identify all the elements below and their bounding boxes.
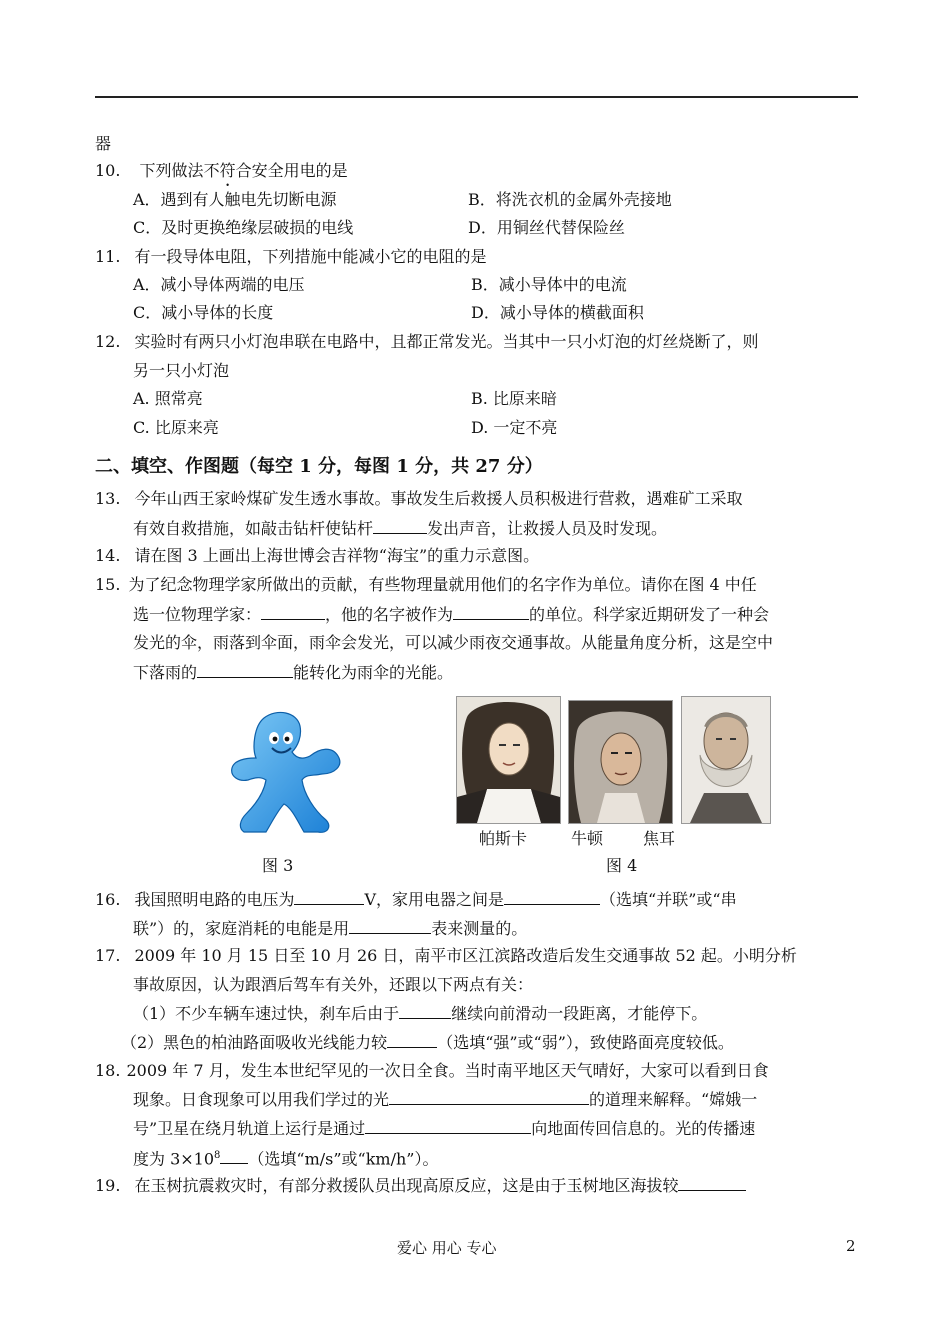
q11-option-c: C．减小导体的长度 xyxy=(133,303,274,322)
q15-line4: 下落雨的 能转化为雨伞的光能。 xyxy=(133,663,454,682)
header-rule xyxy=(95,96,858,98)
q15-line3: 发光的伞，雨落到伞面，雨伞会发光，可以减少雨夜交通事故。从能量角度分析，这是空中 xyxy=(133,633,774,652)
question-13: 13. 今年山西王家岭煤矿发生透水事故。事故发生后救援人员积极进行营救，遇难矿工采取 xyxy=(95,489,743,508)
q16-blank-2[interactable] xyxy=(504,888,600,905)
q12-stem-line2: 另一只小灯泡 xyxy=(133,361,230,380)
q10-option-a: A．遇到有人触电先切断电源 xyxy=(133,190,337,209)
page-number: 2 xyxy=(846,1237,856,1255)
continuation-text: 器 xyxy=(95,134,112,153)
q18-blank-1[interactable] xyxy=(389,1088,589,1105)
q12-option-d: D. 一定不亮 xyxy=(471,418,558,437)
q15-blank-2[interactable] xyxy=(453,603,529,620)
q18-line4: 度为 $3\times 10^8$ （选填“m/s”或“km/h”）。 xyxy=(133,1149,439,1169)
q15-line2: 选一位物理学家： ，他的名字被作为 的单位。科学家近期研发了一种会 xyxy=(133,605,770,624)
q17-blank-1[interactable] xyxy=(399,1002,451,1019)
q11-option-b: B．减小导体中的电流 xyxy=(471,275,627,294)
footer-motto: 爱心 用心 专心 xyxy=(397,1239,497,1257)
q10-number: 10. xyxy=(95,161,121,180)
question-15: 15. 为了纪念物理学家所做出的贡献，有些物理量就用他们的名字作为单位。请你在图 4 中任 xyxy=(95,575,757,594)
q17-line2: 事故原因，认为跟酒后驾车有关外，还跟以下两点有关： xyxy=(133,975,534,994)
q11-option-d: D．减小导体的横截面积 xyxy=(471,303,644,322)
q16-blank-1[interactable] xyxy=(294,888,364,905)
q16-blank-3[interactable] xyxy=(349,917,431,934)
question-19: 19. 在玉树抗震救灾时，有部分救援队员出现高原反应，这是由于玉树地区海拔较 xyxy=(95,1174,746,1197)
q17-sub2: （2）黑色的柏油路面吸收光线能力较 （选填“强”或“弱”），致使路面亮度较低。 xyxy=(121,1033,734,1052)
question-17: 17. 2009 年 10 月 15 日至 10 月 26 日，南平市区江滨路改造后发生交通事故 52 起。小明分析 xyxy=(95,946,797,965)
q10-option-d: D．用铜丝代替保险丝 xyxy=(468,218,625,237)
question-18: 18. 2009 年 7 月，发生本世纪罕见的一次日全食。当时南平地区天气晴好，大家可以看到日食 xyxy=(95,1061,769,1080)
question-10: 10. 下列做法不符合安全用电的是 xyxy=(95,161,348,180)
q10-option-b: B．将洗衣机的金属外壳接地 xyxy=(468,190,672,209)
q15-blank-1[interactable] xyxy=(261,603,325,620)
scientist-name-newton: 牛顿 xyxy=(571,829,604,848)
q19-blank[interactable] xyxy=(678,1174,746,1191)
q13-line2: 有效自救措施，如敲击钻杆使钻杆 发出声音，让救援人员及时发现。 xyxy=(133,519,668,538)
scientist-name-joule: 焦耳 xyxy=(643,829,676,848)
question-12: 12. 实验时有两只小灯泡串联在电路中，且都正常发光。当其中一只小灯泡的灯丝烧断了，则 xyxy=(95,332,759,351)
newton-portrait xyxy=(568,700,673,824)
q10-emphasis: 不符合 xyxy=(203,161,252,180)
q18-line3: 号”卫星在绕月轨道上运行是通过 向地面传回信息的。光的传播速 xyxy=(133,1119,756,1138)
q17-sub1: （1）不少车辆车速过快，刹车后由于 继续向前滑动一段距离，才能停下。 xyxy=(133,1004,708,1023)
q16-line2: 联”）的，家庭消耗的电能是用 表来测量的。 xyxy=(133,919,528,938)
q12-option-b: B. 比原来暗 xyxy=(471,389,557,408)
haibao-mascot-image xyxy=(222,708,354,838)
question-16: 16. 我国照明电路的电压为 V，家用电器之间是 （选填“并联”或“串 xyxy=(95,890,737,909)
q11-option-a: A．减小导体两端的电压 xyxy=(133,275,305,294)
q12-option-a: A. 照常亮 xyxy=(133,389,203,408)
q18-blank-3[interactable] xyxy=(220,1147,248,1164)
q18-blank-2[interactable] xyxy=(365,1117,531,1134)
q13-blank[interactable] xyxy=(373,517,427,534)
question-14: 14. 请在图 3 上画出上海世博会吉祥物“海宝”的重力示意图。 xyxy=(95,546,540,565)
scientist-name-pascal: 帕斯卡 xyxy=(479,829,528,848)
joule-portrait xyxy=(681,696,771,824)
q10-option-c: C．及时更换绝缘层破损的电线 xyxy=(133,218,354,237)
q17-blank-2[interactable] xyxy=(387,1031,437,1048)
q15-blank-3[interactable] xyxy=(197,661,293,678)
figure-3-caption: 图 3 xyxy=(262,856,294,875)
question-11: 11. 有一段导体电阻，下列措施中能减小它的电阻的是 xyxy=(95,247,487,266)
figure-4-caption: 图 4 xyxy=(606,856,638,875)
q18-line2: 现象。日食现象可以用我们学过的光 的道理来解释。“嫦娥一 xyxy=(133,1090,758,1109)
q12-option-c: C. 比原来亮 xyxy=(133,418,219,437)
pascal-portrait xyxy=(456,696,561,824)
section-2-title: 二、填空、作图题（每空 1 分，每图 1 分，共 27 分） xyxy=(95,456,543,477)
